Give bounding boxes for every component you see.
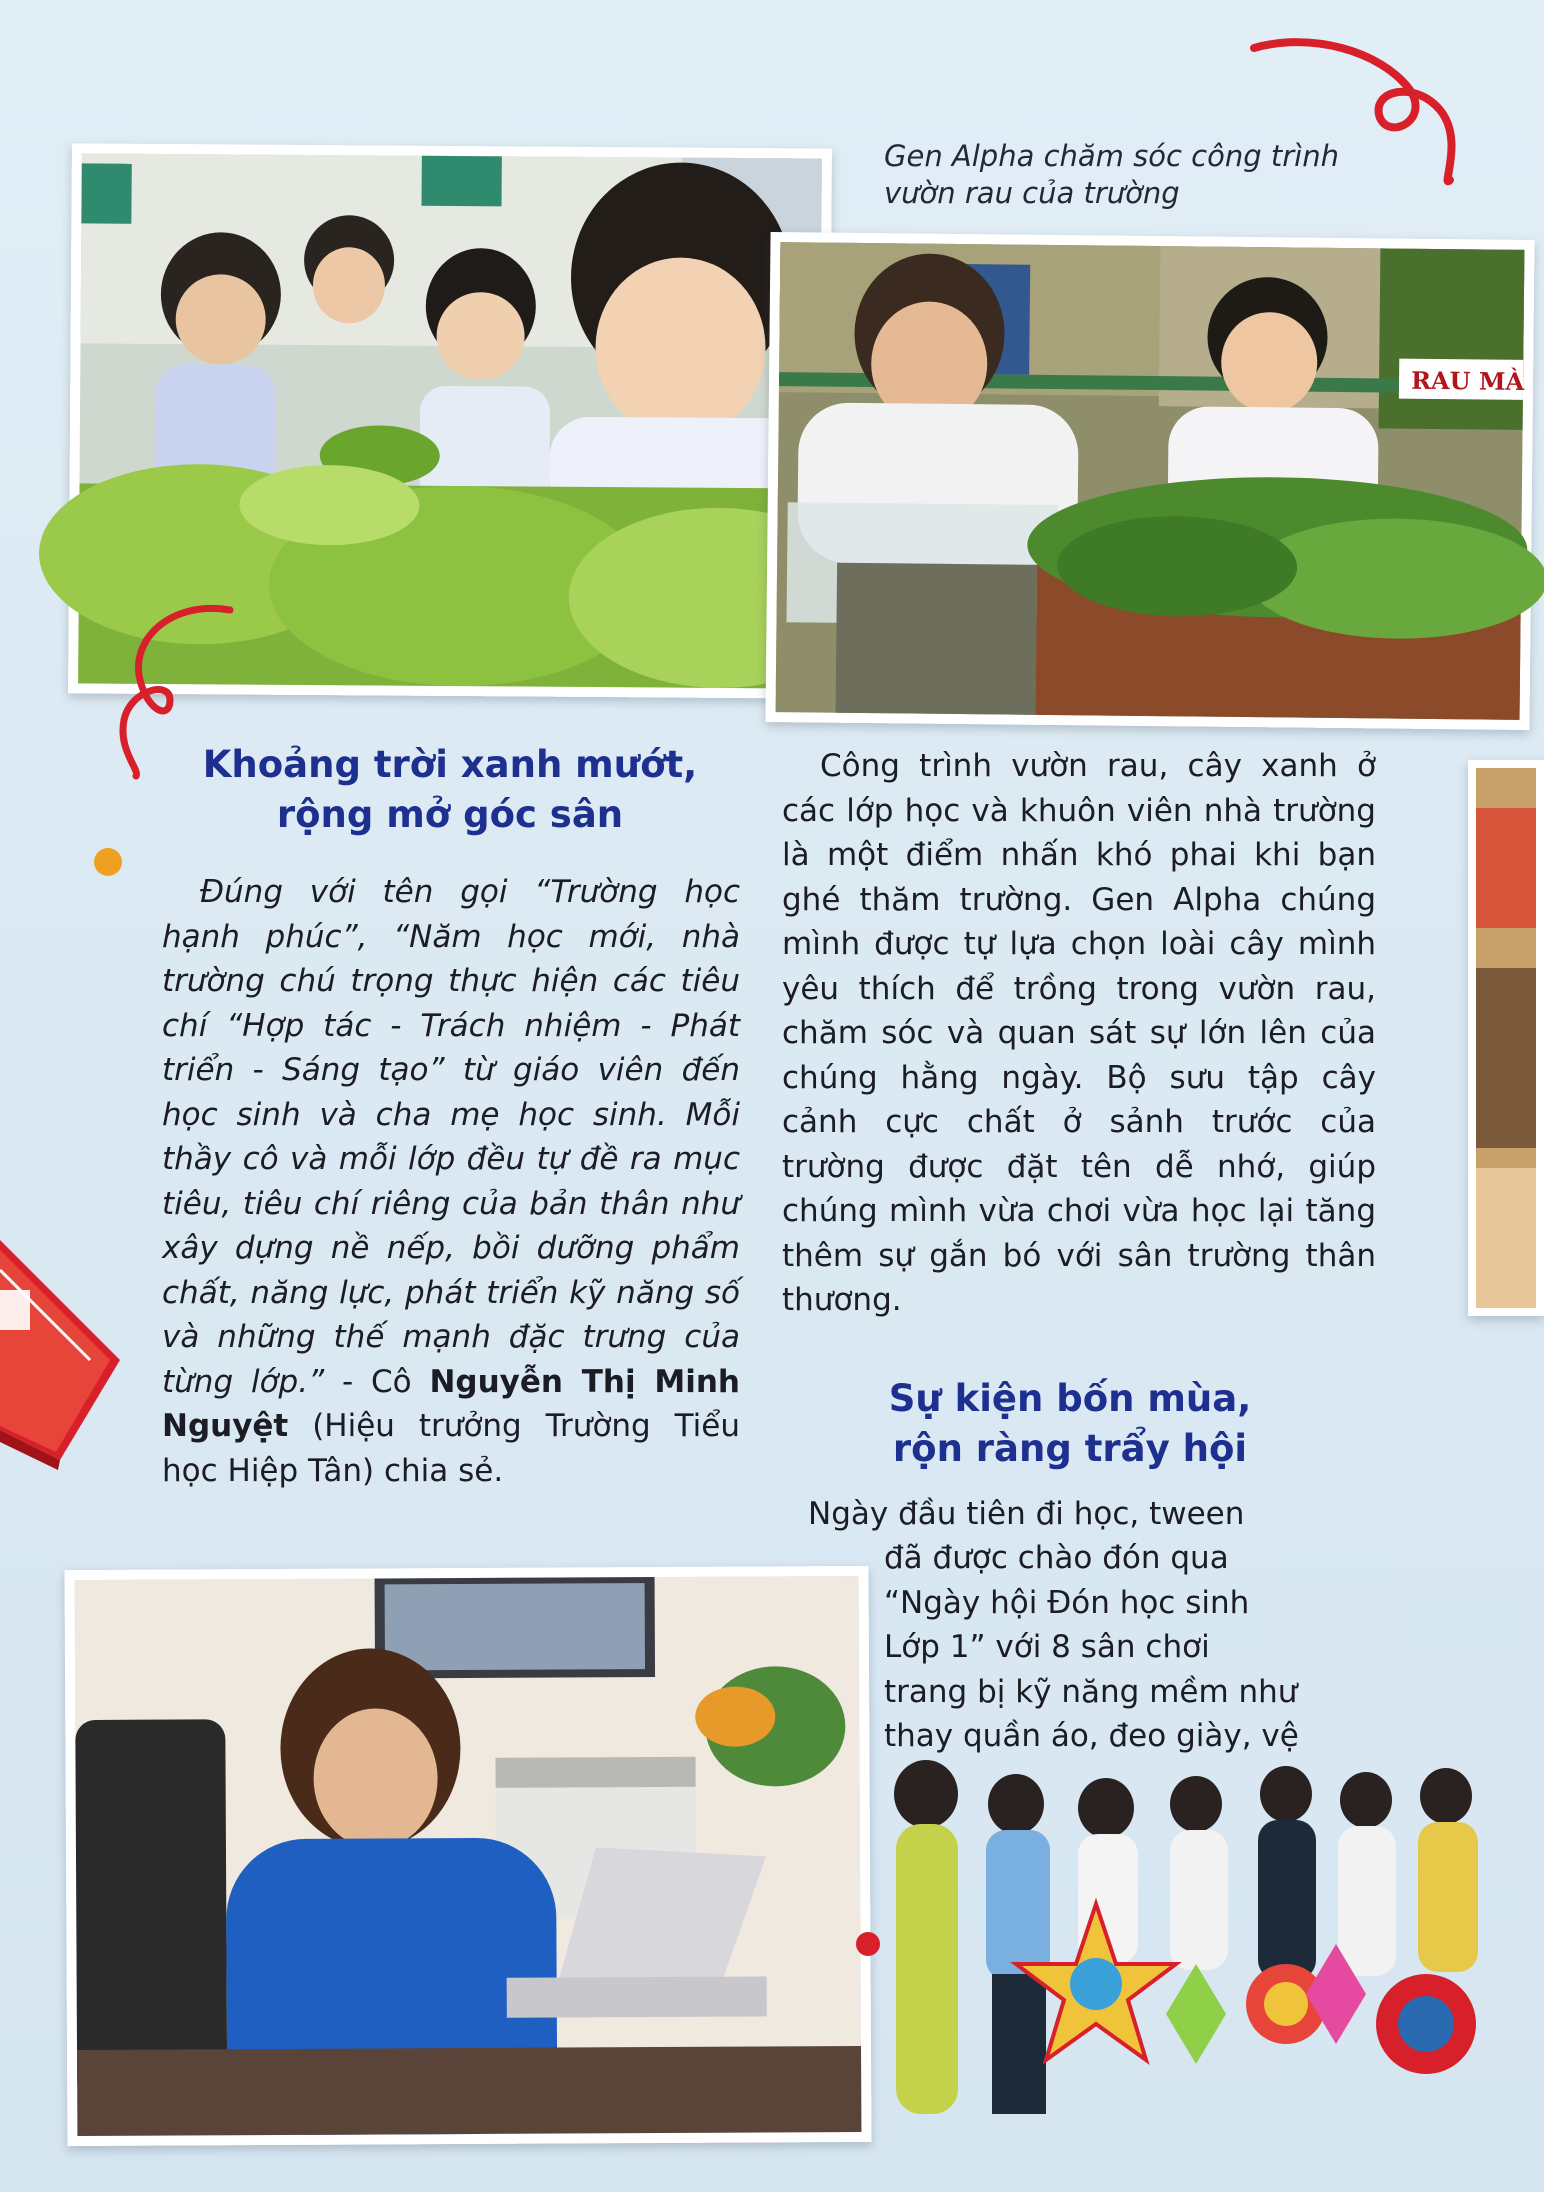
paragraph-line: đã được chào đón qua xyxy=(884,1540,1229,1576)
paragraph-line: trang bị kỹ năng mềm như xyxy=(884,1673,1298,1710)
red-dot-decoration xyxy=(856,1932,880,1956)
attribution-prefix: - Cô xyxy=(324,1363,430,1400)
garden-intro-paragraph xyxy=(782,744,1376,1323)
garden-bed-image xyxy=(776,242,1525,720)
photo-lantern-group xyxy=(866,1764,1512,2124)
principal-name: Nguyễn Thị Minh Nguyệt xyxy=(162,1363,740,1444)
heading-line-2: rộng mở góc sân xyxy=(276,793,624,836)
photo-edge-strip xyxy=(1468,760,1544,1316)
principal-desk-image xyxy=(75,1576,862,2136)
quote-text: Đúng với tên gọi “Trường học hạnh phúc”, “Năm học mới, nhà trường chú trọng thực hiện các tiêu chí “Hợp tác - Trách nhiệm - Phát triển - Sáng tạo” từ giáo viên đến học sinh và cha mẹ học sinh. Mỗi thầy cô và mỗi lớp đều tự đề ra mục tiêu, tiêu chí riêng của bản thân như xây dựng nề nếp, bồi dưỡng phẩm chất, năng lực, phát triển kỹ năng số và những thế mạnh đặc trưng của từng lớp.” xyxy=(162,874,740,1400)
photo-principal-desk xyxy=(64,1566,871,2146)
photo-garden-bed xyxy=(765,232,1534,730)
heading-line-2: rộn ràng trẩy hội xyxy=(892,1427,1248,1470)
notebook-icon xyxy=(0,1230,150,1480)
garden-photo-caption: Gen Alpha chăm sóc công trình vườn rau của trường xyxy=(884,139,1339,210)
first-day-continued xyxy=(884,1536,1368,1759)
heading-line-1: Sự kiện bốn mùa, xyxy=(888,1377,1252,1420)
section-heading-four-seasons xyxy=(790,1374,1350,1474)
edge-strip-image xyxy=(1476,768,1536,1308)
garden-sign-text: RAU MÀ xyxy=(1410,365,1525,396)
principal-quote-paragraph xyxy=(162,870,740,1493)
paragraph-line: thay quần áo, đeo giày, vệ xyxy=(884,1718,1299,1754)
paragraph-line: Lớp 1” với 8 sân chơi xyxy=(884,1629,1210,1665)
garden-intro-text: Công trình vườn rau, cây xanh ở các lớp học và khuôn viên nhà trường là một điểm nhấn khó phai khi bạn ghé thăm trường. Gen Alpha chúng mình được tự lựa chọn loài cây mình yêu thích để trồng trong vườn rau, chăm sóc và quan sát sự lớn lên của chúng hằng ngày. Bộ sưu tập cây cảnh cực chất ở sảnh trước của trường được đặt tên dễ nhớ, giúp chúng mình vừa chơi vừa học lại tăng thêm sự gắn bó với sân trường thân thương. xyxy=(782,748,1376,1318)
first-day-paragraph xyxy=(808,1492,1368,1537)
paragraph-line: “Ngày hội Đón học sinh xyxy=(884,1584,1250,1621)
heading-line-1: Khoảng trời xanh mướt, xyxy=(202,743,698,786)
orange-dot-decoration xyxy=(94,848,122,876)
first-day-first-line: Ngày đầu tiên đi học, tween xyxy=(808,1496,1245,1532)
attribution-suffix: (Hiệu trưởng Trường Tiểu học Hiệp Tân) chia sẻ. xyxy=(162,1408,740,1489)
section-heading-green-sky xyxy=(150,740,750,840)
